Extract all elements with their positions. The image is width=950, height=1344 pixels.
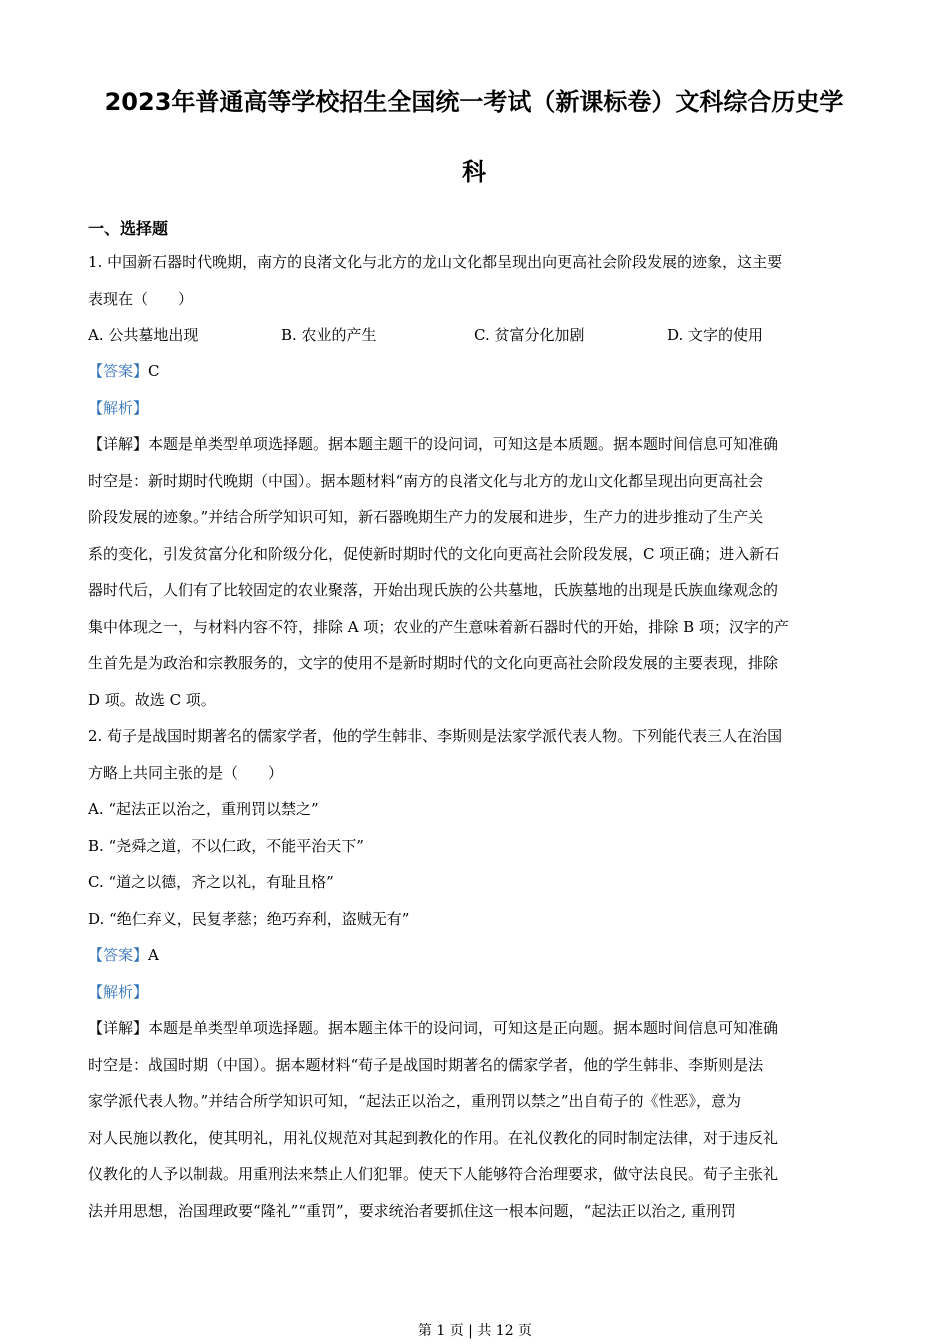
q2-detail-line: 时空是：战国时期（中国）。据本题材料“荀子是战国时期著名的儒家学者，他的学生韩非、李斯则是法	[88, 1055, 764, 1074]
q2-analysis	[88, 974, 860, 1011]
answer-value: A	[148, 946, 159, 964]
q2-detail	[88, 1010, 860, 1229]
q1-analysis	[88, 390, 860, 427]
q1-detail-line: 器时代后，人们有了比较固定的农业聚落，开始出现氏族的公共墓地，氏族墓地的出现是氏族血缘观念的	[88, 581, 779, 599]
q2-stem-line2: 方略上共同主张的是（ ）	[88, 763, 284, 782]
detail-tag: 【详解】	[88, 1019, 149, 1037]
q1-detail-line: 集中体现之一，与材料内容不符，排除 A 项；农业的产生意味着新石器时代的开始，排除 B 项；汉字的产	[88, 617, 789, 636]
q2-detail-line: 对人民施以教化，使其明礼，用礼仪规范对其起到教化的作用。在礼仪教化的同时制定法律，对于违反礼	[88, 1128, 779, 1147]
document-title-line2: 科	[462, 158, 486, 186]
q1-detail	[88, 426, 860, 718]
page-footer: 第 1 页 | 共 12 页	[417, 1323, 533, 1339]
q1-detail-line: 系的变化，引发贫富分化和阶级分化，促使新时期时代的文化向更高社会阶段发展，C 项正确；进入新石	[88, 544, 780, 563]
q2-option-c: C. “道之以德，齐之以礼，有耻且格”	[88, 873, 334, 891]
q1-option-b: B. 农业的产生	[281, 326, 377, 344]
q2-stem-line1: 2. 荀子是战国时期著名的儒家学者，他的学生韩非、李斯则是法家学派代表人物。下列能代表三人在治国	[88, 727, 783, 745]
q2-option-a: A. “起法正以治之，重刑罚以禁之”	[88, 800, 319, 818]
q1-option-c: C. 贫富分化加剧	[474, 326, 585, 344]
q1-detail-line	[88, 426, 860, 463]
q1-detail-line: 时空是：新时期时代晚期（中国）。据本题材料“南方的良渚文化与北方的龙山文化都呈现出向更高社会	[88, 471, 764, 490]
q2-detail-line	[88, 1010, 860, 1047]
q2-option-b: B. “尧舜之道，不以仁政，不能平治天下”	[88, 836, 364, 855]
q2-answer	[88, 937, 860, 974]
analysis-tag: 【解析】	[88, 398, 149, 417]
q1-detail-line: 阶段发展的迹象。”并结合所学知识可知，新石器晚期生产力的发展和进步，生产力的进步推动了生产关	[88, 508, 764, 526]
answer-tag: 【答案】	[88, 362, 149, 380]
answer-value: C	[148, 362, 160, 380]
q1-detail-line: D 项。故选 C 项。	[88, 690, 216, 709]
q1-detail-line: 生首先是为政治和宗教服务的，文字的使用不是新时期时代的文化向更高社会阶段发展的主要表现，排除	[88, 654, 779, 672]
q1-option-d: D. 文字的使用	[667, 326, 764, 344]
q2-detail-line: 仪教化的人予以制裁。用重刑法来禁止人们犯罪。使天下人能够符合治理要求，做守法良民。荀子主张礼	[88, 1165, 779, 1183]
q1-stem-line2: 表现在（ ）	[88, 289, 194, 308]
q2-detail-line: 家学派代表人物。”并结合所学知识可知，“起法正以治之，重刑罚以禁之”出自荀子的《性恶》，意为	[88, 1092, 742, 1110]
section-heading: 一、选择题	[88, 219, 169, 238]
page-body	[88, 80, 860, 1229]
detail-tag: 【详解】	[88, 435, 149, 453]
q2-option-d: D. “绝仁弃义，民复孝慈；绝巧弃利，盗贼无有”	[88, 909, 410, 928]
question-2	[88, 718, 860, 1229]
q1-answer	[88, 353, 860, 390]
q1-options	[88, 317, 860, 353]
q1-option-a: A. 公共墓地出现	[88, 326, 199, 344]
question-1	[88, 244, 860, 718]
analysis-tag: 【解析】	[88, 982, 149, 1001]
answer-tag: 【答案】	[88, 946, 149, 964]
q2-detail-line: 法并用思想，治国理政要“隆礼”“重罚”，要求统治者要抓住这一根本问题，“起法正以治之, 重刑罚	[88, 1201, 736, 1220]
detail-text: 本题是单类型单项选择题。据本题主体干的设问词，可知这是正向题。据本题时间信息可知准确	[148, 1019, 779, 1037]
q1-stem-line1: 1. 中国新石器时代晚期，南方的良渚文化与北方的龙山文化都呈现出向更高社会阶段发展的迹象，这主要	[88, 253, 783, 271]
detail-text: 本题是单类型单项选择题。据本题主题干的设问词，可知这是本质题。据本题时间信息可知准确	[148, 435, 779, 453]
document-title-line1: 2023年普通高等学校招生全国统一考试（新课标卷）文科综合历史学	[104, 88, 844, 116]
